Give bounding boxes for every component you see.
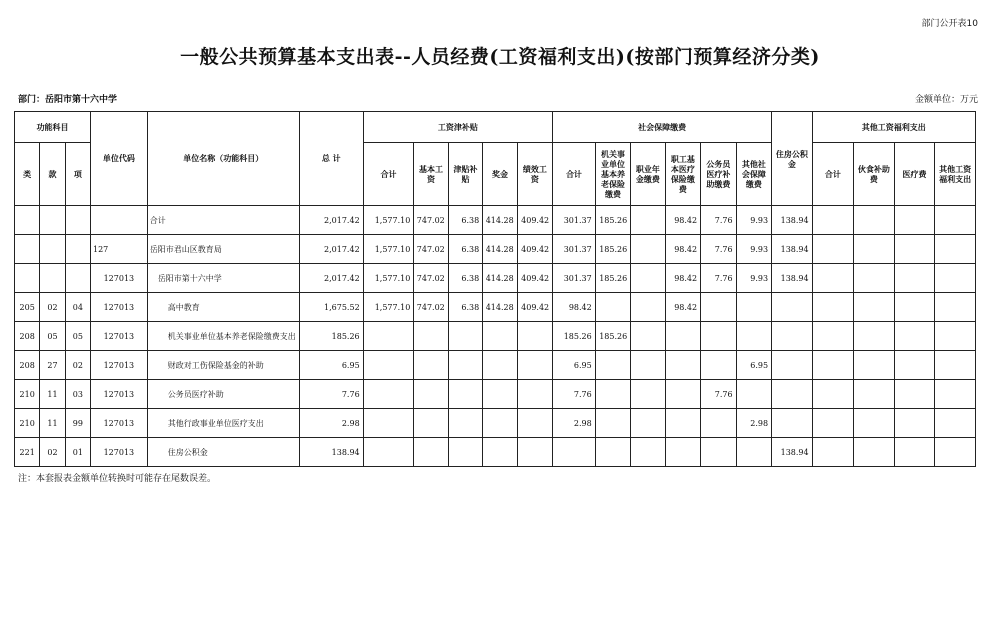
cell-medical [665, 438, 700, 467]
cell-medical-fee [894, 293, 935, 322]
header-allowance: 津贴补贴 [448, 143, 482, 206]
cell-lei: 210 [15, 409, 40, 438]
cell-other-total [812, 380, 854, 409]
header-total: 总 计 [299, 112, 363, 206]
cell-other-social [736, 322, 772, 351]
cell-other-social: 9.93 [736, 235, 772, 264]
cell-civil-medical [701, 409, 736, 438]
cell-medical-fee [894, 235, 935, 264]
cell-wage-total: 1,577.10 [363, 264, 414, 293]
table-row [15, 206, 976, 235]
cell-unit-code: 127013 [91, 264, 148, 293]
cell-bonus [483, 438, 517, 467]
cell-total: 1,675.52 [299, 293, 363, 322]
header-social-total: 合计 [553, 143, 596, 206]
cell-medical [665, 322, 700, 351]
cell-social-total: 6.95 [553, 351, 596, 380]
cell-other-welfare [935, 409, 976, 438]
cell-unit-code: 127013 [91, 409, 148, 438]
cell-unit-code: 127 [91, 235, 148, 264]
cell-other-social [736, 438, 772, 467]
cell-medical-fee [894, 206, 935, 235]
header-wage-group: 工资津补贴 [363, 112, 553, 143]
cell-bonus: 414.28 [483, 264, 517, 293]
cell-housing-fund [772, 322, 813, 351]
cell-basic-wage [414, 351, 448, 380]
cell-social-total: 98.42 [553, 293, 596, 322]
cell-basic-wage: 747.02 [414, 264, 448, 293]
cell-merit-wage [517, 438, 552, 467]
cell-other-social: 2.98 [736, 409, 772, 438]
cell-meal-subsidy [854, 235, 895, 264]
cell-annuity [631, 409, 665, 438]
cell-medical [665, 351, 700, 380]
cell-pension [595, 293, 630, 322]
cell-wage-total [363, 409, 414, 438]
cell-other-social [736, 380, 772, 409]
cell-unit-code: 127013 [91, 380, 148, 409]
cell-medical-fee [894, 322, 935, 351]
cell-medical-fee [894, 351, 935, 380]
cell-kuan: 27 [40, 351, 65, 380]
cell-other-welfare [935, 264, 976, 293]
cell-xiang: 03 [65, 380, 90, 409]
cell-other-total [812, 438, 854, 467]
cell-meal-subsidy [854, 438, 895, 467]
cell-other-total [812, 293, 854, 322]
cell-social-total: 7.76 [553, 380, 596, 409]
cell-xiang: 02 [65, 351, 90, 380]
header-basic-wage: 基本工资 [414, 143, 448, 206]
header-medical-fee: 医疗费 [894, 143, 935, 206]
cell-social-total: 301.37 [553, 206, 596, 235]
header-pension: 机关事业单位基本养老保险缴费 [595, 143, 630, 206]
cell-medical [665, 380, 700, 409]
cell-housing-fund [772, 380, 813, 409]
cell-social-total [553, 438, 596, 467]
cell-xiang [65, 264, 90, 293]
cell-medical-fee [894, 264, 935, 293]
cell-other-total [812, 206, 854, 235]
cell-kuan [40, 206, 65, 235]
header-kuan: 款 [40, 143, 65, 206]
cell-lei: 208 [15, 322, 40, 351]
cell-civil-medical [701, 438, 736, 467]
cell-basic-wage: 747.02 [414, 235, 448, 264]
cell-other-social: 9.93 [736, 264, 772, 293]
cell-other-welfare [935, 322, 976, 351]
cell-wage-total: 1,577.10 [363, 293, 414, 322]
cell-housing-fund [772, 351, 813, 380]
cell-merit-wage: 409.42 [517, 264, 552, 293]
header-merit-wage: 绩效工资 [517, 143, 552, 206]
cell-other-welfare [935, 206, 976, 235]
cell-kuan: 05 [40, 322, 65, 351]
cell-xiang: 05 [65, 322, 90, 351]
cell-kuan: 02 [40, 293, 65, 322]
header-other-welfare: 其他工资福利支出 [935, 143, 976, 206]
cell-lei: 221 [15, 438, 40, 467]
cell-civil-medical: 7.76 [701, 235, 736, 264]
cell-wage-total [363, 380, 414, 409]
table-row [15, 235, 976, 264]
cell-other-welfare [935, 380, 976, 409]
cell-merit-wage: 409.42 [517, 235, 552, 264]
header-unit-name: 单位名称（功能科目） [147, 112, 299, 206]
cell-housing-fund: 138.94 [772, 438, 813, 467]
cell-unit-name: 岳阳市第十六中学 [147, 264, 299, 293]
cell-unit-name: 岳阳市君山区教育局 [147, 235, 299, 264]
header-other-total: 合计 [812, 143, 854, 206]
header-housing-fund: 住房公积金 [772, 112, 813, 206]
cell-xiang [65, 206, 90, 235]
cell-bonus [483, 409, 517, 438]
cell-merit-wage [517, 409, 552, 438]
cell-medical: 98.42 [665, 264, 700, 293]
cell-pension: 185.26 [595, 206, 630, 235]
cell-medical [665, 409, 700, 438]
header-wage-total: 合计 [363, 143, 414, 206]
cell-unit-code [91, 206, 148, 235]
cell-medical: 98.42 [665, 293, 700, 322]
cell-lei: 210 [15, 380, 40, 409]
cell-lei: 208 [15, 351, 40, 380]
cell-total: 2,017.42 [299, 264, 363, 293]
cell-lei: 205 [15, 293, 40, 322]
cell-annuity [631, 264, 665, 293]
cell-other-social: 6.95 [736, 351, 772, 380]
cell-medical: 98.42 [665, 206, 700, 235]
cell-annuity [631, 438, 665, 467]
cell-social-total: 301.37 [553, 235, 596, 264]
cell-xiang: 01 [65, 438, 90, 467]
cell-unit-name: 机关事业单位基本养老保险缴费支出 [147, 322, 299, 351]
cell-bonus: 414.28 [483, 206, 517, 235]
cell-kuan [40, 264, 65, 293]
cell-annuity [631, 293, 665, 322]
cell-civil-medical: 7.76 [701, 206, 736, 235]
cell-basic-wage [414, 380, 448, 409]
cell-unit-code: 127013 [91, 351, 148, 380]
cell-allowance [448, 380, 482, 409]
cell-other-social: 9.93 [736, 206, 772, 235]
header-xiang: 项 [65, 143, 90, 206]
cell-meal-subsidy [854, 293, 895, 322]
budget-table [14, 111, 976, 467]
table-row [15, 322, 976, 351]
cell-meal-subsidy [854, 322, 895, 351]
header-bonus: 奖金 [483, 143, 517, 206]
header-annuity: 职业年金缴费 [631, 143, 665, 206]
cell-unit-code: 127013 [91, 322, 148, 351]
table-row [15, 380, 976, 409]
cell-civil-medical: 7.76 [701, 264, 736, 293]
cell-basic-wage [414, 438, 448, 467]
cell-pension: 185.26 [595, 235, 630, 264]
cell-merit-wage: 409.42 [517, 293, 552, 322]
cell-other-social [736, 293, 772, 322]
cell-unit-name: 财政对工伤保险基金的补助 [147, 351, 299, 380]
cell-unit-name: 合计 [147, 206, 299, 235]
cell-meal-subsidy [854, 206, 895, 235]
cell-housing-fund [772, 409, 813, 438]
cell-xiang: 04 [65, 293, 90, 322]
table-row [15, 409, 976, 438]
cell-medical-fee [894, 380, 935, 409]
cell-social-total: 185.26 [553, 322, 596, 351]
cell-lei [15, 264, 40, 293]
cell-xiang: 99 [65, 409, 90, 438]
cell-bonus: 414.28 [483, 235, 517, 264]
cell-pension: 185.26 [595, 264, 630, 293]
cell-other-welfare [935, 235, 976, 264]
cell-other-total [812, 351, 854, 380]
cell-allowance [448, 438, 482, 467]
cell-civil-medical [701, 293, 736, 322]
cell-wage-total: 1,577.10 [363, 235, 414, 264]
table-row [15, 293, 976, 322]
cell-annuity [631, 322, 665, 351]
cell-bonus [483, 351, 517, 380]
cell-meal-subsidy [854, 264, 895, 293]
header-medical: 职工基本医疗保险缴费 [665, 143, 700, 206]
cell-unit-code: 127013 [91, 293, 148, 322]
header-meal-subsidy: 伙食补助费 [854, 143, 895, 206]
cell-merit-wage: 409.42 [517, 206, 552, 235]
cell-other-total [812, 322, 854, 351]
cell-unit-name: 高中教育 [147, 293, 299, 322]
cell-unit-code: 127013 [91, 438, 148, 467]
cell-total: 185.26 [299, 322, 363, 351]
cell-unit-name: 住房公积金 [147, 438, 299, 467]
header-other-group: 其他工资福利支出 [812, 112, 975, 143]
table-row [15, 438, 976, 467]
header-civil-medical: 公务员医疗补助缴费 [701, 143, 736, 206]
cell-merit-wage [517, 322, 552, 351]
cell-total: 7.76 [299, 380, 363, 409]
cell-kuan: 11 [40, 409, 65, 438]
cell-kuan [40, 235, 65, 264]
department-label: 部门：岳阳市第十六中学 [18, 95, 118, 105]
cell-annuity [631, 380, 665, 409]
cell-pension [595, 351, 630, 380]
cell-pension [595, 438, 630, 467]
cell-merit-wage [517, 380, 552, 409]
cell-basic-wage [414, 409, 448, 438]
cell-allowance: 6.38 [448, 235, 482, 264]
cell-other-welfare [935, 293, 976, 322]
cell-wage-total [363, 438, 414, 467]
cell-pension [595, 409, 630, 438]
cell-basic-wage: 747.02 [414, 206, 448, 235]
cell-pension: 185.26 [595, 322, 630, 351]
header-other-social: 其他社会保障缴费 [736, 143, 772, 206]
cell-social-total: 301.37 [553, 264, 596, 293]
cell-lei [15, 235, 40, 264]
cell-meal-subsidy [854, 380, 895, 409]
cell-pension [595, 380, 630, 409]
cell-other-welfare [935, 351, 976, 380]
footnote: 注：本套报表金额单位转换时可能存在尾数误差。 [18, 474, 217, 484]
cell-total: 6.95 [299, 351, 363, 380]
cell-xiang [65, 235, 90, 264]
cell-medical: 98.42 [665, 235, 700, 264]
cell-allowance: 6.38 [448, 293, 482, 322]
header-lei: 类 [15, 143, 40, 206]
cell-housing-fund: 138.94 [772, 206, 813, 235]
cell-wage-total: 1,577.10 [363, 206, 414, 235]
cell-other-total [812, 264, 854, 293]
cell-other-welfare [935, 438, 976, 467]
amount-unit-label: 金额单位：万元 [914, 95, 978, 105]
cell-unit-name: 公务员医疗补助 [147, 380, 299, 409]
page-title: 一般公共预算基本支出表--人员经费(工资福利支出)(按部门预算经济分类) [180, 46, 820, 68]
cell-housing-fund [772, 293, 813, 322]
cell-social-total: 2.98 [553, 409, 596, 438]
cell-unit-name: 其他行政事业单位医疗支出 [147, 409, 299, 438]
cell-housing-fund: 138.94 [772, 235, 813, 264]
cell-bonus [483, 322, 517, 351]
cell-total: 2,017.42 [299, 206, 363, 235]
table-number: 部门公开表10 [921, 19, 978, 29]
table-row [15, 351, 976, 380]
cell-lei [15, 206, 40, 235]
cell-medical-fee [894, 438, 935, 467]
cell-civil-medical [701, 351, 736, 380]
header-unit-code: 单位代码 [91, 112, 148, 206]
cell-civil-medical [701, 322, 736, 351]
cell-allowance: 6.38 [448, 264, 482, 293]
cell-annuity [631, 235, 665, 264]
table-row [15, 264, 976, 293]
cell-bonus [483, 380, 517, 409]
cell-wage-total [363, 351, 414, 380]
cell-allowance [448, 322, 482, 351]
cell-total: 2.98 [299, 409, 363, 438]
cell-total: 2,017.42 [299, 235, 363, 264]
cell-bonus: 414.28 [483, 293, 517, 322]
cell-kuan: 02 [40, 438, 65, 467]
cell-allowance [448, 351, 482, 380]
cell-allowance [448, 409, 482, 438]
cell-basic-wage: 747.02 [414, 293, 448, 322]
cell-other-total [812, 235, 854, 264]
cell-meal-subsidy [854, 409, 895, 438]
cell-civil-medical: 7.76 [701, 380, 736, 409]
cell-meal-subsidy [854, 351, 895, 380]
cell-wage-total [363, 322, 414, 351]
cell-basic-wage [414, 322, 448, 351]
cell-other-total [812, 409, 854, 438]
cell-medical-fee [894, 409, 935, 438]
cell-kuan: 11 [40, 380, 65, 409]
cell-annuity [631, 351, 665, 380]
cell-housing-fund: 138.94 [772, 264, 813, 293]
cell-allowance: 6.38 [448, 206, 482, 235]
header-func-subject: 功能科目 [15, 112, 91, 143]
cell-merit-wage [517, 351, 552, 380]
cell-annuity [631, 206, 665, 235]
header-social-group: 社会保障缴费 [553, 112, 772, 143]
cell-total: 138.94 [299, 438, 363, 467]
